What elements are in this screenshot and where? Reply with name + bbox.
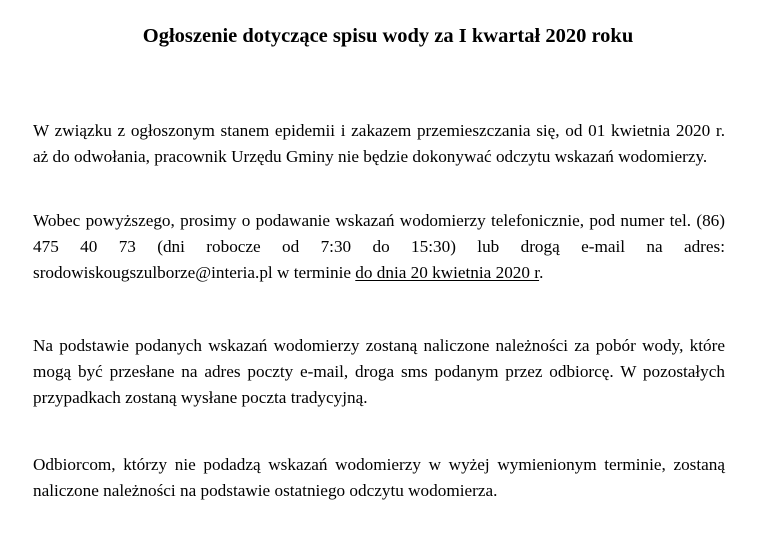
reporting-instructions-text: Wobec powyższego, prosimy o podawanie wskazań wodomierzy telefonicznie, pod numer tel. (86) 475 40 73 (dni robocze od 7:30 do 15:30) lub drogą e-mail na adres: srodowiskougszulborze@interia.pl w terminie bbox=[33, 211, 725, 282]
deadline-text: do dnia 20 kwietnia 2020 r bbox=[355, 263, 540, 282]
paragraph-default-billing: Odbiorcom, którzy nie podadzą wskazań wodomierzy w wyżej wymienionym terminie, zostaną naliczone należności na podstawie ostatniego odczytu wodomierza. bbox=[33, 455, 725, 500]
reporting-instructions-end: . bbox=[539, 263, 544, 282]
paragraph-reporting-instructions bbox=[33, 208, 725, 286]
page-title: Ogłoszenie dotyczące spisu wody za I kwartał 2020 roku bbox=[142, 25, 634, 47]
paragraph-epidemic-notice: W związku z ogłoszonym stanem epidemii i zakazem przemieszczania się, od 01 kwietnia 2020 r. aż do odwołania, pracownik Urzędu Gminy nie będzie dokonywać odczytu wskazań wodomierzy. bbox=[33, 121, 725, 166]
paragraph-billing-info: Na podstawie podanych wskazań wodomierzy zostaną naliczone należności za pobór wody, które mogą być przesłane na adres poczty e-mail, droga sms podanym przez odbiorcę. W pozostałych przypadkach zostaną wysłane poczta tradycyjną. bbox=[33, 336, 725, 407]
